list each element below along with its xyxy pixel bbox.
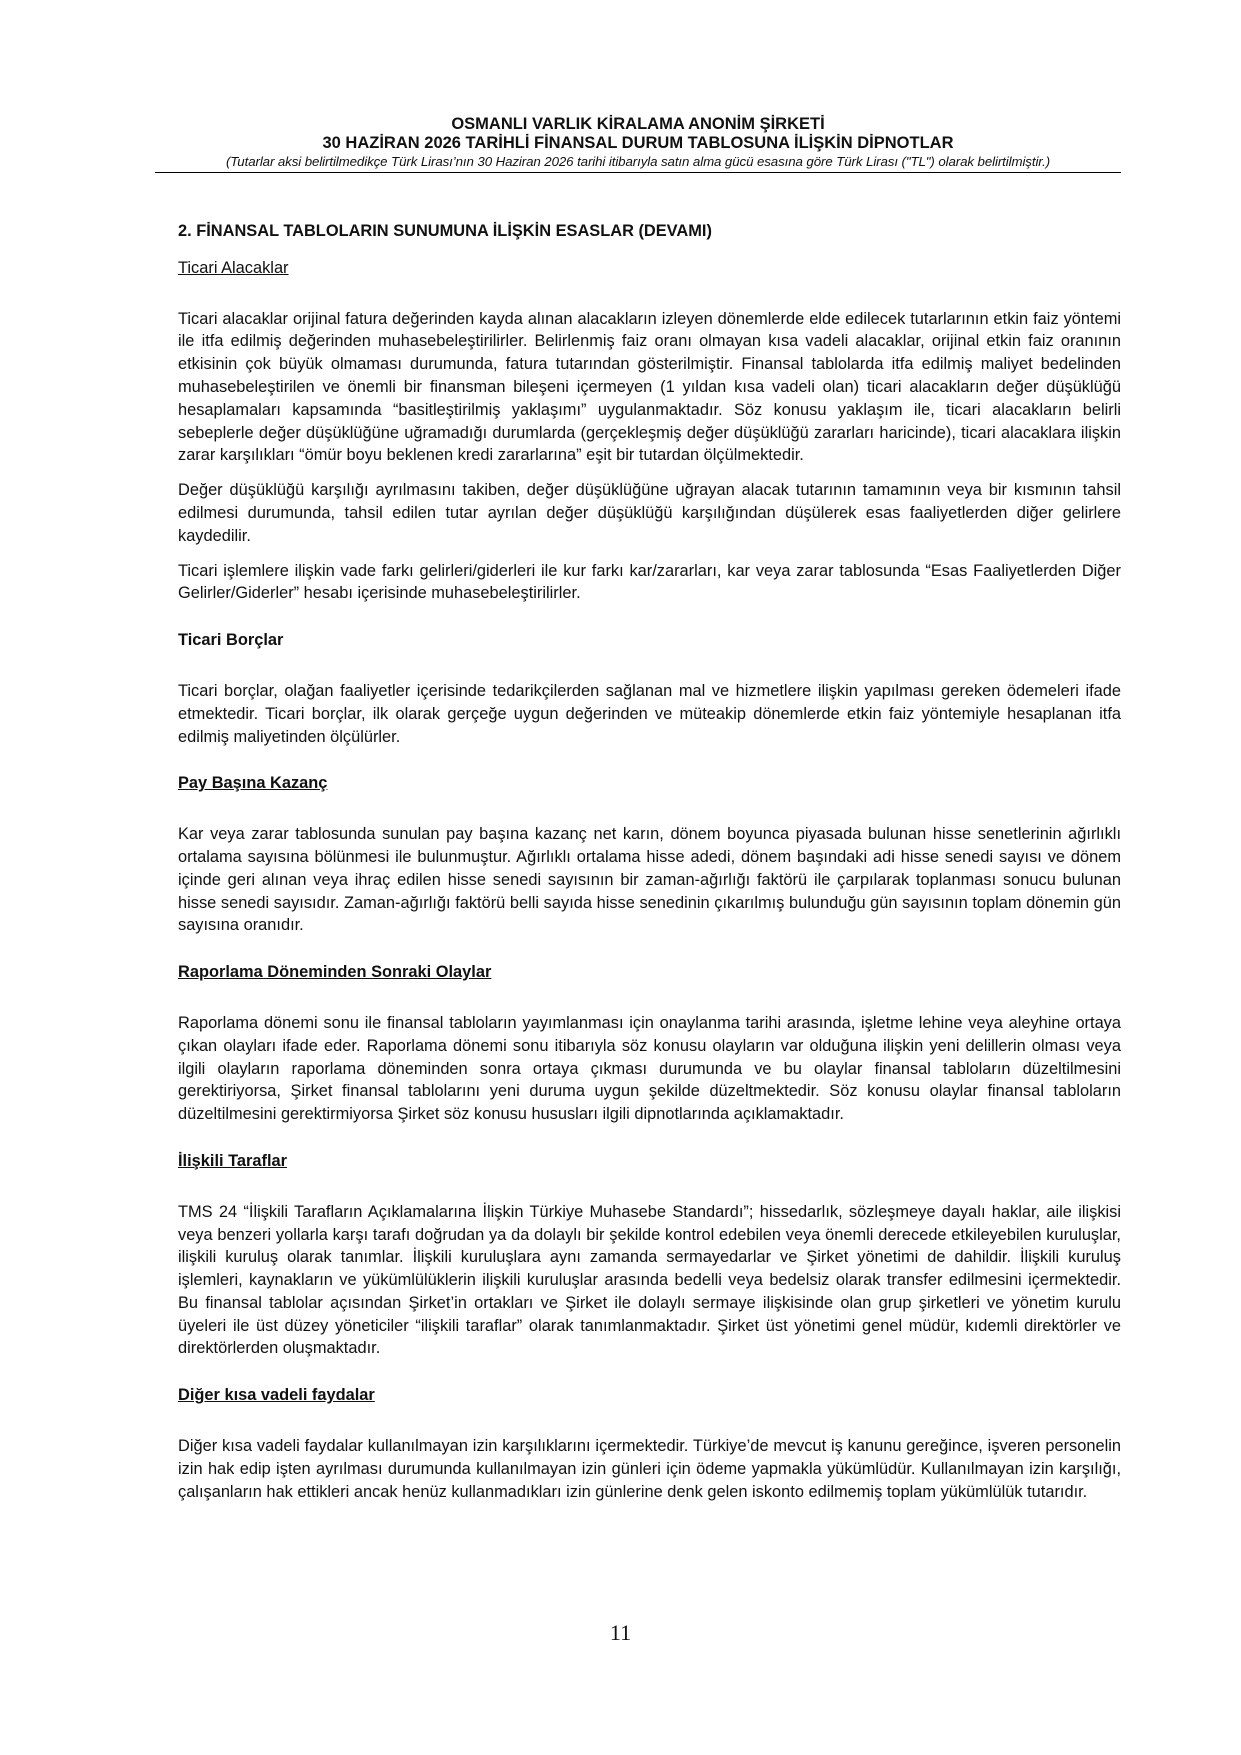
paragraph: Değer düşüklüğü karşılığı ayrılmasını takiben, değer düşüklüğüne uğrayan alacak tutarının tamamının veya bir kısmının tahsil edilmesi durumunda, tahsil edilen tutar ayrılan değer düşüklüğü karşılığından düşülerek esas faaliyetlerden diğer gelirlere kaydedilir. xyxy=(178,481,1121,545)
paragraph: Ticari alacaklar orijinal fatura değerinden kayda alınan alacakların izleyen dönemlerde elde edilecek tutarlarının etkin faiz yöntemi ile itfa edilmiş değerinden muhasebeleştirilirler. Belirlenmiş faiz oranı olmayan kısa vadeli alacaklar, orijinal etkin faiz oranının etkisinin çok büyük olmaması durumunda, fatura tutarından gösterilmiştir. Finansal tablolarda itfa edilmiş maliyet bedelinden muhasebeleştirilen ve önemli bir finansman bileşeni içermeyen (1 yıldan kısa vadeli olan) ticari alacakların değer düşüklüğü hesaplamaları kapsamında “basitleştirilmiş yaklaşımı” uygulanmaktadır. Söz konusu yaklaşım ile, ticari alacakların belirli sebeplerle değer düşüklüğüne uğramadığı durumlarda (gerçekleşmiş değer düşüklüğü zararları haricinde), ticari alacaklara ilişkin zarar karşılıkları “ömür boyu beklenen kredi zararlarına” eşit bir tutardan ölçülmektedir. xyxy=(178,309,1121,465)
company-name: OSMANLI VARLIK KİRALAMA ANONİM ŞİRKETİ xyxy=(451,115,825,133)
paragraph: Raporlama dönemi sonu ile finansal tabloların yayımlanması için onaylanma tarihi arasında, işletme lehine veya aleyhine ortaya çıkan olayları ifade eder. Raporlama dönemi sonu itibarıyla söz konusu olayların var olduğuna ilişkin yeni delillerin olması veya ilgili olayların raporlama döneminden sonra ortaya çıkması durumunda ve bu olaylar finansal tabloların düzeltilmesini gerektiriyorsa, Şirket finansal tablolarını yeni duruma uygun şekilde düzeltmektedir. Söz konusu olaylar finansal tabloların düzeltilmesini gerektirmiyorsa Şirket söz konusu hususları ilgili dipnotlarında açıklamaktadır. xyxy=(178,1013,1121,1124)
heading-raporlama-donemi: Raporlama Döneminden Sonraki Olaylar xyxy=(178,963,492,982)
paragraph: Ticari işlemlere ilişkin vade farkı gelirleri/giderleri ile kur farkı kar/zararları, kar veya zarar tablosunda “Esas Faaliyetlerden Diğer Gelirler/Giderler” hesabı içerisinde muhasebeleştirilirler. xyxy=(178,561,1121,603)
paragraph: Kar veya zarar tablosunda sunulan pay başına kazanç net karın, dönem boyunca piyasada bulunan hisse senetlerinin ağırlıklı ortalama sayısına bölünmesi ile bulunmuştur. Ağırlıklı ortalama hisse adedi, dönem başındaki adi hisse senedi sayısı ve dönem içinde geri alınan veya ihraç edilen hisse senedi sayısının bir zaman-ağırlığı faktörü ile çarpılarak toplanması sonucu bulunan hisse senedi sayısıdır. Zaman-ağırlığı faktörü belli sayıda hisse senedinin çıkarılmış bulunduğu gün sayısının toplam dönemin gün sayısına oranıdır. xyxy=(178,825,1121,935)
heading-diger-kisa-vadeli: Diğer kısa vadeli faydalar xyxy=(178,1386,375,1405)
document-title: 30 HAZİRAN 2026 TARİHLİ FİNANSAL DURUM TABLOSUNA İLİŞKİN DİPNOTLAR xyxy=(322,134,954,152)
page-number: 11 xyxy=(609,1620,632,1645)
page-header xyxy=(155,115,1121,173)
section-title: 2. FİNANSAL TABLOLARIN SUNUMUNA İLİŞKİN ESASLAR (DEVAMI) xyxy=(178,222,712,240)
paragraph: Diğer kısa vadeli faydalar kullanılmayan izin karşılıklarını içermektedir. Türkiye’de mevcut iş kanunu gereğince, işveren personelin izin hak edip işten ayrılması durumunda kullanılmayan izin günleri için ödeme yapmakla yükümlüdür. Kullanılmayan izin karşılığı, çalışanların hak ettikleri ancak henüz kullanmadıkları izin günlerine denk gelen iskonto edilmemiş toplam yükümlülük tutarıdır. xyxy=(178,1437,1121,1501)
heading-ticari-borclar: Ticari Borçlar xyxy=(178,631,284,650)
currency-note: (Tutarlar aksi belirtilmedikçe Türk Lirası’nın 30 Haziran 2026 tarihi itibarıyla satın alma gücü esasına göre Türk Lirası ("TL") olarak belirtilmiştir.) xyxy=(225,154,1051,169)
heading-pay-basina-kazanc: Pay Başına Kazanç xyxy=(178,774,328,793)
heading-ticari-alacaklar: Ticari Alacaklar xyxy=(178,258,289,277)
heading-iliskili-taraflar: İlişkili Taraflar xyxy=(178,1151,288,1170)
page-body xyxy=(178,212,1121,1515)
paragraph: Ticari borçlar, olağan faaliyetler içerisinde tedarikçilerden sağlanan mal ve hizmetlere ilişkin yapılması gereken ödemeleri ifade etmektedir. Ticari borçlar, ilk olarak gerçeğe uygun değerinden ve müteakip dönemlerde etkin faiz yöntemiyle hesaplanan itfa edilmiş maliyetinden ölçülürler. xyxy=(178,681,1121,746)
paragraph: TMS 24 “İlişkili Tarafların Açıklamalarına İlişkin Türkiye Muhasebe Standardı”; hissedarlık, sözleşmeye dayalı haklar, aile ilişkisi veya benzeri yollarla karşı tarafı doğrudan ya da dolaylı bir şekilde kontrol edebilen veya önemli derecede etkileyebilen kuruluşlar, ilişkili kuruluş olarak tanımlar. İlişkili kuruluşlara aynı zamanda sermayedarlar ve Şirket yönetimi de dahildir. İlişkili kuruluş işlemleri, kaynakların ve yükümlülüklerin ilişkili kuruluşlar arasında bedelli veya bedelsiz olarak transfer edilmesini içermektedir. Bu finansal tablolar açısından Şirket’in ortakları ve Şirket ile dolaylı sermaye ilişkisinde olan grup şirketleri ve yönetim kurulu üyeleri ile üst düzey yöneticiler “ilişkili taraflar” olarak tanımlanmaktadır. Şirket üst yönetimi genel müdür, kıdemli direktörler ve direktörlerden oluşmaktadır. xyxy=(178,1202,1121,1358)
